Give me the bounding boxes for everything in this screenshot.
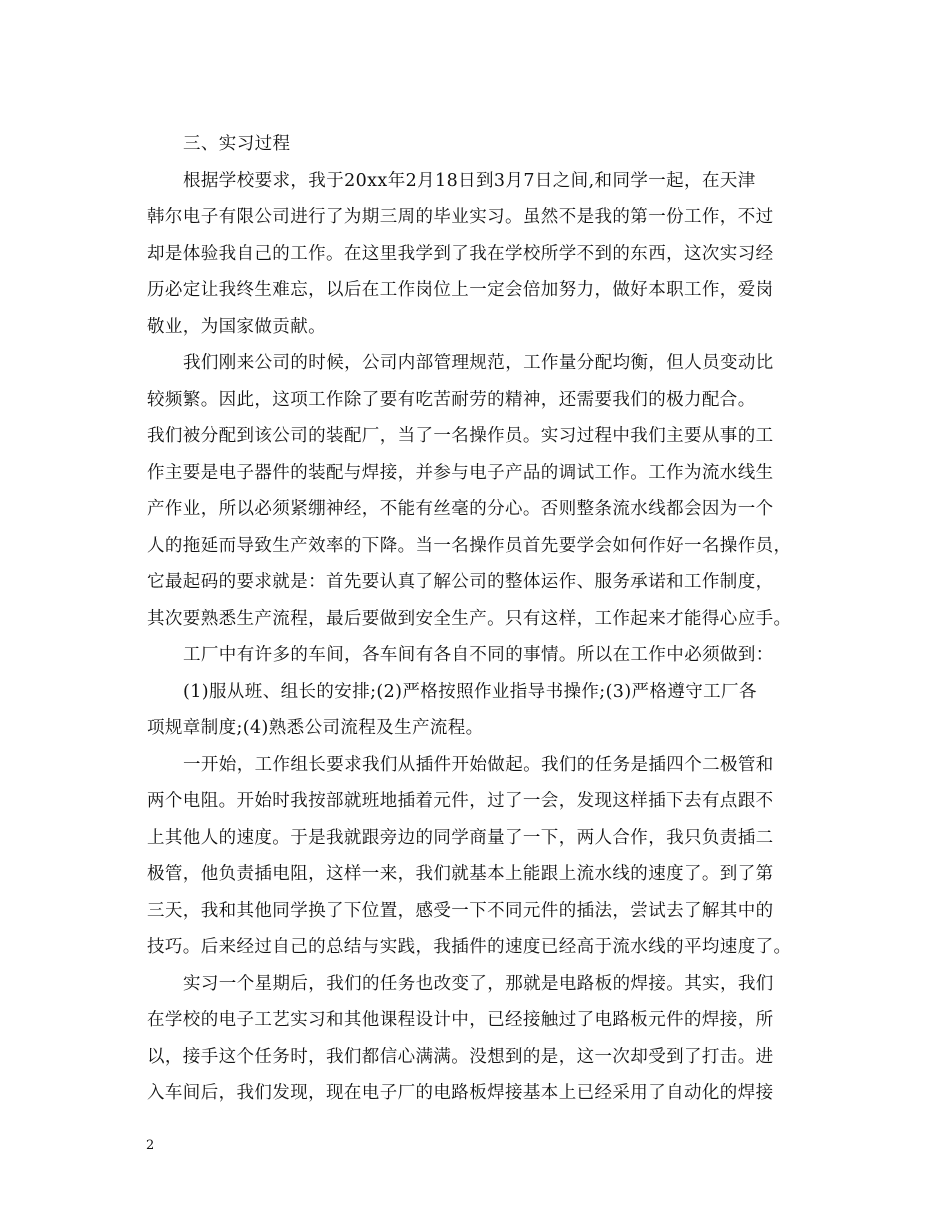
paragraph-line: 人的拖延而导致生产效率的下降。当一名操作员首先要学会如何作好一名操作员， — [147, 535, 792, 556]
paragraph-line: 历必定让我终生难忘，以后在工作岗位上一定会倍加努力，做好本职工作，爱岗 — [147, 280, 774, 300]
paragraph-line: 工厂中有许多的车间，各车间有各自不同的事情。所以在工作中必须做到： — [183, 645, 774, 665]
paragraph-line: 较频繁。因此，这项工作除了要有吃苦耐劳的精神，还需要我们的极力配合。 — [147, 389, 756, 410]
section-heading: 三、实习过程 — [183, 134, 291, 154]
paragraph-line: 以，接手这个任务时，我们都信心满满。没想到的是，这一次却受到了打击。进 — [147, 1046, 774, 1067]
paragraph-line: 上其他人的速度。于是我就跟旁边的同学商量了一下，两人合作，我只负责插二 — [147, 827, 774, 848]
paragraph-line: 项规章制度;(4)熟悉公司流程及生产流程。 — [147, 718, 484, 738]
paragraph-line: 我们刚来公司的时候，公司内部管理规范，工作量分配均衡，但人员变动比 — [183, 353, 774, 373]
paragraph-line: 它最起码的要求就是：首先要认真了解公司的整体运作、服务承诺和工作制度， — [147, 572, 774, 592]
paragraph-line: 却是体验我自己的工作。在这里我学到了我在学校所学不到的东西，这次实习经 — [147, 243, 774, 264]
paragraph-line: 极管，他负责插电阻，这样一来，我们就基本上能跟上流水线的速度了。到了第 — [147, 864, 774, 884]
paragraph-line: 根据学校要求，我于20xx年2月18日到3月7日之间,和同学一起，在天津 — [183, 170, 756, 191]
paragraph-line: 技巧。后来经过自己的总结与实践，我插件的速度已经高于流水线的平均速度了。 — [147, 937, 792, 957]
paragraph-line: 其次要熟悉生产流程，最后要做到安全生产。只有这样，工作起来才能得心应手。 — [147, 608, 792, 629]
paragraph-line: 作主要是电子器件的装配与焊接，并参与电子产品的调试工作。工作为流水线生 — [147, 462, 774, 483]
paragraph-line: 产作业，所以必须紧绷神经，不能有丝毫的分心。否则整条流水线都会因为一个 — [147, 499, 774, 519]
paragraph-line: 一开始，工作组长要求我们从插件开始做起。我们的任务是插四个二极管和 — [183, 754, 774, 775]
paragraph-line: 在学校的电子工艺实习和其他课程设计中，已经接触过了电路板元件的焊接，所 — [147, 1010, 774, 1030]
paragraph-line: 入车间后，我们发现，现在电子厂的电路板焊接基本上已经采用了自动化的焊接 — [147, 1083, 774, 1103]
paragraph-line: 我们被分配到该公司的装配厂，当了一名操作员。实习过程中我们主要从事的工 — [147, 426, 774, 446]
paragraph-line: 韩尔电子有限公司进行了为期三周的毕业实习。虽然不是我的第一份工作，不过 — [147, 207, 774, 227]
paragraph-line: 敬业，为国家做贡献。 — [147, 316, 326, 337]
paragraph-line: 三天，我和其他同学换了下位置，感受一下不同元件的插法，尝试去了解其中的 — [147, 900, 774, 921]
paragraph-line: (1)服从班、组长的安排;(2)严格按照作业指导书操作;(3)严格遵守工厂各 — [183, 681, 757, 702]
paragraph-line: 两个电阻。开始时我按部就班地插着元件，过了一会，发现这样插下去有点跟不 — [147, 791, 774, 811]
page-number: 2 — [146, 1138, 155, 1153]
document-body — [147, 126, 815, 1112]
paragraph-line: 实习一个星期后，我们的任务也改变了，那就是电路板的焊接。其实，我们 — [183, 973, 774, 994]
